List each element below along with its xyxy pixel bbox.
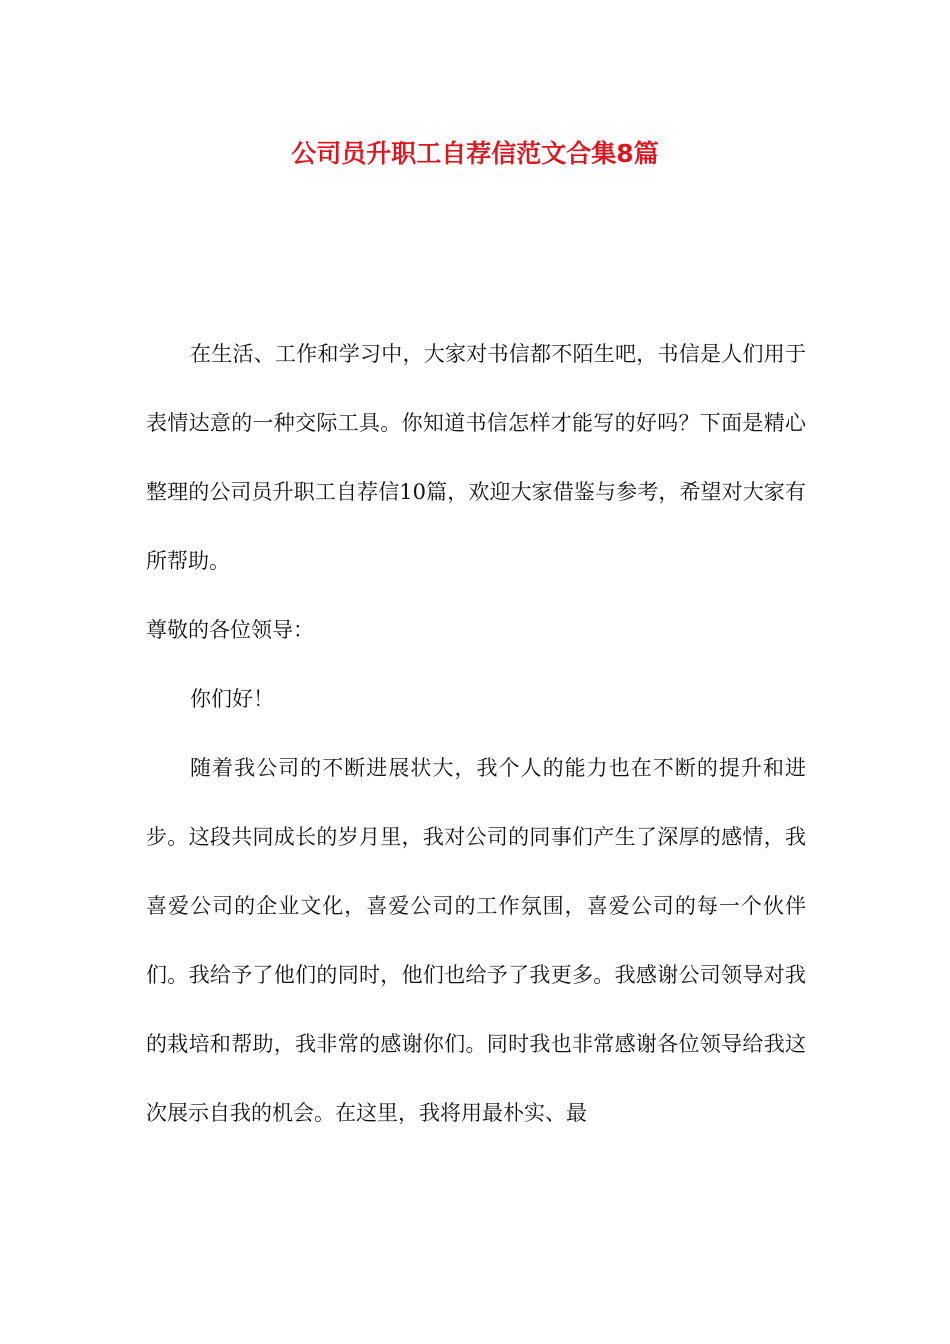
document-title: 公司员升职工自荐信范文合集8篇	[291, 139, 659, 168]
greeting: 你们好！	[190, 687, 274, 711]
document-body	[146, 320, 806, 1148]
intro-paragraph: 在生活、工作和学习中，大家对书信都不陌生吧，书信是人们用于表情达意的一种交际工具。你知道书信怎样才能写的好吗？下面是精心整理的公司员升职工自荐信10篇，欢迎大家借鉴与参考，希望对大家有所帮助。	[146, 342, 806, 573]
salutation: 尊敬的各位领导：	[146, 618, 314, 642]
letter-paragraph: 随着我公司的不断进展状大，我个人的能力也在不断的提升和进步。这段共同成长的岁月里，我对公司的同事们产生了深厚的感情，我喜爱公司的企业文化，喜爱公司的工作氛围，喜爱公司的每一个伙伴们。我给予了他们的同时，他们也给予了我更多。我感谢公司领导对我的栽培和帮助，我非常的感谢你们。同时我也非常感谢各位领导给我这次展示自我的机会。在这里，我将用最朴实、最	[146, 756, 806, 1125]
